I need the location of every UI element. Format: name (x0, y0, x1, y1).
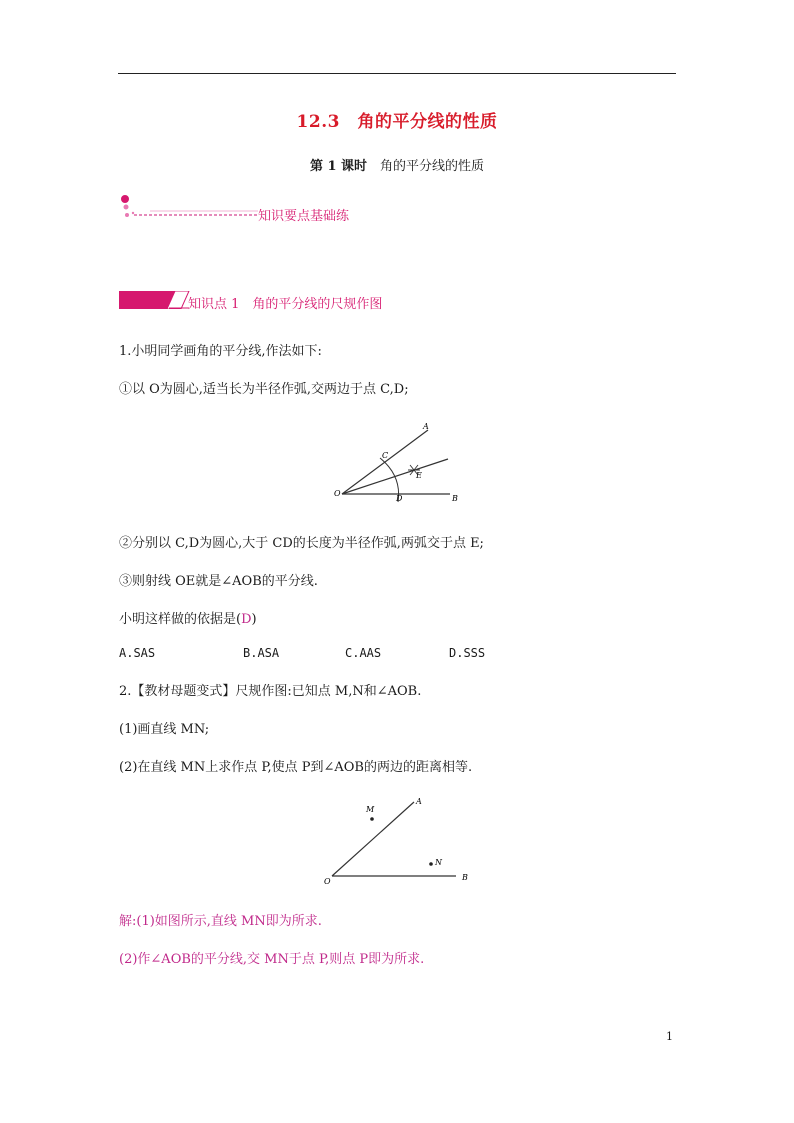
q1-question-prefix: 小明这样做的依据是( (119, 612, 242, 627)
label-e: E (416, 471, 422, 480)
label-d: D (396, 494, 403, 503)
point-n (429, 862, 433, 866)
q1-option-d: D.SSS (449, 646, 486, 660)
q1-option-b: B.ASA (243, 646, 280, 660)
q2-part2: (2)在直线 MN上求作点 P,使点 P到∠AOB的两边的距离相等. (119, 760, 473, 775)
q1-figure (330, 418, 470, 508)
q2-part1: (1)画直线 MN; (119, 722, 210, 737)
q1-step3: ③则射线 OE就是∠AOB的平分线. (119, 574, 318, 589)
label-c: C (382, 451, 389, 460)
label-a: A (423, 422, 429, 431)
lesson-subtitle (0, 155, 794, 174)
section-label: 知识要点基础练 (258, 209, 350, 224)
knowledge-point-banner-icon (119, 291, 191, 309)
label-b: B (462, 873, 468, 882)
subtitle-period: 第 1 课时 (309, 159, 368, 174)
subtitle-topic: 角的平分线的性质 (367, 159, 485, 174)
q1-question (119, 608, 257, 627)
q1-option-a: A.SAS (119, 646, 156, 660)
q1-answer: D (241, 612, 252, 627)
q1-step1: ①以 O为圆心,适当长为半径作弧,交两边于点 C,D; (119, 382, 409, 397)
lesson-title: 12.3 角的平分线的性质 (296, 112, 498, 132)
label-n: N (435, 858, 442, 867)
label-m: M (366, 805, 375, 814)
label-b: B (452, 494, 458, 503)
label-o: O (324, 877, 331, 886)
knowledge-point-label: 知识点 1 角的平分线的尺规作图 (188, 297, 383, 312)
point-m (370, 817, 374, 821)
q2-stem: 2.【教材母题变式】尺规作图:已知点 M,N和∠AOB. (119, 684, 422, 699)
header-rule (118, 73, 676, 74)
q1-option-c: C.AAS (345, 646, 382, 660)
q1-question-suffix: ) (251, 612, 257, 627)
page-number: 1 (666, 1030, 673, 1043)
label-a: A (416, 797, 422, 806)
q1-stem: 1.小明同学画角的平分线,作法如下: (119, 344, 322, 359)
q2-solution1: 解:(1)如图所示,直线 MN即为所求. (119, 914, 322, 929)
q2-figure (318, 792, 478, 890)
q2-solution2: (2)作∠AOB的平分线,交 MN于点 P,则点 P即为所求. (119, 952, 425, 967)
label-o: O (334, 489, 341, 498)
q1-step2: ②分别以 C,D为圆心,大于 CD的长度为半径作弧,两弧交于点 E; (119, 536, 484, 551)
